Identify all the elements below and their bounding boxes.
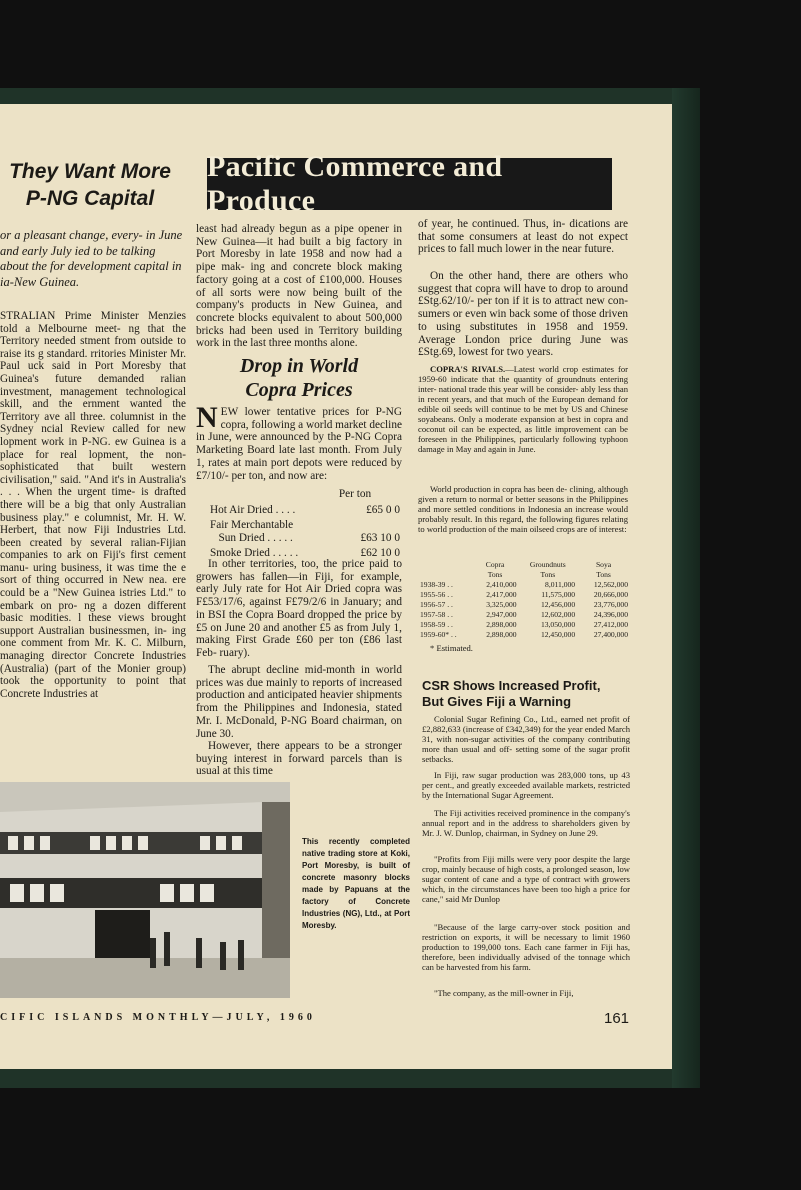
- table-row: [418, 620, 630, 630]
- csr-para-6: "The company, as the mill-owner in Fiji,: [434, 988, 574, 998]
- price-header: Per ton: [338, 488, 372, 500]
- csr-para-1: Colonial Sugar Refining Co., Ltd., earned net profit of £2,882,633 (increase of £342,349) for the year ended March 31, with non-sugar activities of the company contributing more than usual and off- setting some of the sugar profit setbacks.: [422, 714, 630, 764]
- table-row: [418, 610, 630, 620]
- table-cell: 2,417,000: [486, 590, 517, 599]
- table-cell: 24,396,000: [593, 610, 628, 619]
- csr-headline-line-2: But Gives Fiji a Warning: [422, 694, 572, 709]
- page-footer: CIFIC ISLANDS MONTHLY—JULY, 1960: [0, 1012, 316, 1023]
- table-cell: 27,400,000: [593, 630, 628, 639]
- price-row: [210, 532, 400, 545]
- table-header: [418, 560, 472, 570]
- table-cell: 1958-59 . .: [420, 620, 453, 629]
- table-cell: 27,412,000: [593, 620, 628, 629]
- price-table: [210, 488, 400, 560]
- csr-para-2: In Fiji, raw sugar production was 283,000 tons, up 43 per cent., and greatly exceeded available markets, restricted by the International Sugar Agreement.: [422, 770, 630, 800]
- copra-lead: [196, 401, 402, 482]
- oilseed-table-wrap: [418, 560, 630, 653]
- copra-headline-line-1: Drop in World: [239, 355, 359, 377]
- left-intro: or a pleasant change, every- in June and early July ied to be talking about the for development capital in ia-New Guinea.: [0, 228, 183, 289]
- table-header: Copra: [485, 560, 505, 569]
- section-banner: Pacific Commerce and Produce: [207, 158, 612, 210]
- col3-para-1: of year, he continued. Thus, in- dications are that some consumers at least do not expect prices to fall much lower in the near future.: [418, 218, 628, 256]
- table-units-row: [418, 570, 630, 580]
- binder-edge: [672, 88, 700, 1088]
- copra-para-2: The abrupt decline mid-month in world prices was due mainly to reports of increased production and anticipated heavier shipments from the Philippines and Indonesia, stated Mr. I. McDonald, P-NG Board chairman, on June 30.: [196, 664, 402, 740]
- copra-lead-text: EW lower tentative prices for P-NG copra, following a world market decline in June, were announced by the P-NG Copra Marketing Board late last month. From July 1, rates at main port depots were reduced by £7/10/- per ton, and now are:: [196, 406, 402, 482]
- table-cell: 2,947,000: [486, 610, 517, 619]
- table-cell: 12,456,000: [540, 600, 576, 609]
- table-cell: 1955-56 . .: [420, 590, 453, 599]
- table-unit: Tons: [540, 570, 556, 579]
- rivals-lead: COPRA'S RIVALS.: [430, 364, 506, 374]
- drop-cap: N: [196, 401, 218, 434]
- table-cell: 1938-39 . .: [420, 580, 453, 589]
- table-cell: 23,776,000: [593, 600, 628, 609]
- rivals-body: —Latest world crop estimates for 1959-60 indicate that the quantity of groundnuts entering inter- national trade this year will be consider- ably less than in recent years, and that much of the European demand for edible oil seeds will continue to be met by US and Chinese soyabeans. Only a moderate expansion at best in copra and coconut oil can be expected, as little improvement can be foreseen in the Philippines, particularly following typhoon damage in May and again in June.: [418, 364, 628, 454]
- left-headline: [0, 158, 180, 212]
- photo-caption: This recently completed native trading store at Koki, Port Moresby, is built of concrete masonry blocks made by Papuans at the factory of Concrete Industries (NG), Ltd., at Port Moresby.: [302, 837, 410, 930]
- table-cell: 2,898,000: [486, 630, 517, 639]
- table-cell: 11,575,000: [541, 590, 576, 599]
- oilseed-table: [418, 560, 630, 640]
- table-cell: 1959-60* . .: [420, 630, 457, 639]
- csr-para-5: "Because of the large carry-over stock position and restriction on exports, it will be necessary to limit 1960 production to 199,000 tons. Each cane farmer in Fiji has, therefore, been individually advised of the tonnage which can be harvested from his farm.: [422, 922, 630, 972]
- table-cell: 3,325,000: [486, 600, 517, 609]
- magazine-page: [0, 104, 672, 1069]
- left-headline-line-2: P-NG Capital: [25, 187, 155, 210]
- copra-headline-line-2: Copra Prices: [245, 379, 353, 401]
- table-unit: Tons: [487, 570, 503, 579]
- price-label: Hot Air Dried . . . .: [210, 504, 296, 516]
- table-unit: Tons: [596, 570, 611, 579]
- store-photo-illustration: [0, 782, 290, 998]
- table-cell: 1956-57 . .: [420, 600, 453, 609]
- price-row: [210, 504, 400, 517]
- price-header-row: [210, 488, 400, 501]
- csr-headline: [422, 678, 632, 710]
- table-row: [418, 590, 630, 600]
- store-photo: [0, 782, 290, 998]
- rivals-paragraph: [418, 364, 628, 454]
- price-label: Fair Merchantable: [210, 519, 294, 531]
- price-row: [210, 519, 400, 532]
- table-cell: 2,898,000: [486, 620, 517, 629]
- left-headline-line-1: They Want More: [9, 160, 171, 183]
- table-cell: 1957-58 . .: [420, 610, 453, 619]
- page-number: 161: [604, 1010, 630, 1027]
- table-cell: 13,050,000: [540, 620, 576, 629]
- table-cell: 8,011,000: [545, 580, 576, 589]
- col2-top-text: least had already begun as a pipe opener in New Guinea—it had built a big factory in Port Moresby in late 1958 and now had a pipe mak- ing and concrete block making factory going at a cost of £100,000. Houses of all sorts were now being built of the company's products in New Guinea, and concrete blocks equivalent to about 500,000 bricks had been used in Territory building work in the last three months alone.: [196, 223, 402, 350]
- table-header: Groundnuts: [529, 560, 566, 569]
- table-cell: 2,410,000: [486, 580, 517, 589]
- price-label: Smoke Dried . . . . .: [210, 547, 299, 559]
- table-cell: 12,450,000: [540, 630, 576, 639]
- price-label: Sun Dried . . . . .: [210, 532, 293, 544]
- table-header-row: [418, 560, 630, 570]
- copra-para-3: However, there appears to be a stronger buying interest in forward parcels than is usual at this time: [196, 740, 402, 778]
- table-cell: 20,666,000: [593, 590, 628, 599]
- table-cell: 12,562,000: [593, 580, 628, 589]
- table-row: [418, 600, 630, 610]
- csr-para-4: "Profits from Fiji mills were very poor despite the large crop, mainly because of high costs, a prolonged season, low sugar content of cane and a type of contract with growers which, in the circumstances have been too high a price for cane," said Mr Dunlop: [422, 854, 630, 904]
- table-row: [418, 630, 630, 640]
- left-body: STRALIAN Prime Minister Menzies told a Melbourne meet- ng that the Territory needed stment from outside to raise its g standard. rritories Minister Mr. Paul uck said in Port Moresby that Guinea's future demanded ralian investment, management technological skill, and the ernment wanted the Territory ave all three. columnist in the Sydney ncial Review called for new lopment work in P-NG. ew Guinea is a place for real lopment, the non-sophisticated that built western civilisation," said. "And it's in Australia's . . . When the urgent time- is drafted there will be a big that only Australian business play." e columnist, Mr. H. W. Herbert, that now Fiji Industries Ltd. been created by several ralian-Fijian companies to ark on Fiji's first cement manu- uring business, it was time the e sort of thing occurred in New nea. ere could be a "New Guinea istries Ltd." to embark on pro- ng a dozen different basic modities. l these views brought support Australian businessmen, in- ing one comment from Mr. K. C. Milburn, managing director Concrete Industries (Australia) (part of the Monier group) took the opportunity to point that Concrete Industries at: [0, 310, 186, 700]
- col3-para-2: On the other hand, there are others who suggest that copra will have to drop to around £Stg.62/10/- per ton if it is to attract new con- sumers or even win back some of those driven to using substitutes in 1958 and 1959. Average London price during June was £Stg.69, lowest for two years.: [418, 270, 628, 359]
- price-value: £63 10 0: [360, 532, 400, 544]
- price-value: [340, 519, 400, 532]
- csr-headline-line-1: CSR Shows Increased Profit,: [422, 678, 601, 693]
- table-footnote: * Estimated.: [430, 643, 473, 653]
- csr-para-3: The Fiji activities received prominence in the company's annual report and in the address to shareholders given by Mr. J. W. Dunlop, chairman, in Sydney on June 29.: [422, 808, 630, 838]
- table-unit: [418, 570, 472, 580]
- copra-para-1: In other territories, too, the price paid to growers has fallen—in Fiji, for example, early July rate for Hot Air Dried copra was F£53/17/6, against F£79/2/6 in January; and in BSI the Copra Board dropped the price by £5 on June 20 and another £5 as from July 1, making First Grade £60 per ton (£86 last Feb- ruary).: [196, 558, 402, 659]
- copra-headline: [196, 354, 402, 402]
- table-row: [418, 580, 630, 590]
- table-header: Soya: [595, 560, 612, 569]
- price-value: £62 10 0: [360, 547, 400, 559]
- world-production-paragraph: World production in copra has been de- clining, although given a return to normal or better seasons in the Philippines and more settled conditions in Indonesia an increase would probably result. In this regard, the following figures relating to world production of the main oilseed crops are of interest:: [418, 484, 628, 534]
- table-cell: 12,602,000: [540, 610, 576, 619]
- price-value: £65 0 0: [366, 504, 400, 516]
